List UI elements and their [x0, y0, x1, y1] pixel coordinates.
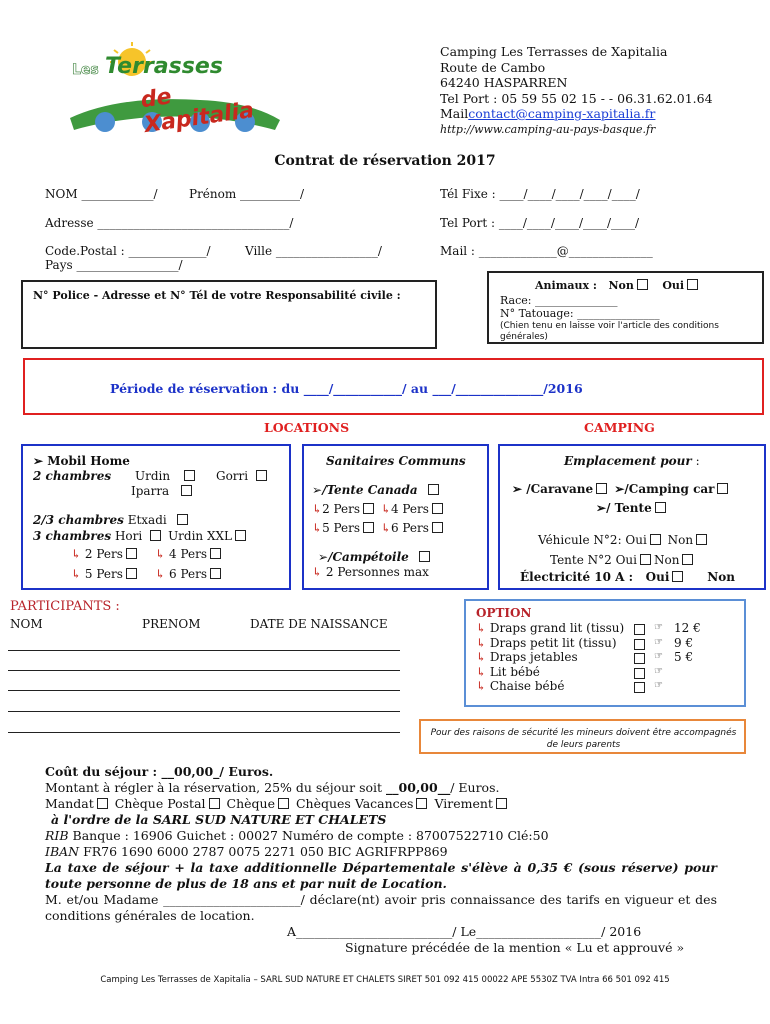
taxe-text: La taxe de séjour + la taxe additionnelle Départementale s'élève à 0,35 € (sous réserve) pour toute personne de plus de 18 ans et par nuit de Location. [45, 860, 717, 891]
mandat-label: Mandat [45, 796, 94, 811]
cheque-postal-label: Chèque Postal [114, 796, 206, 811]
electricite-non-label: Non [707, 570, 735, 584]
animals-race[interactable]: Race: _______________ [500, 294, 618, 307]
animals-non-checkbox[interactable] [637, 279, 648, 290]
sanitaires-title: Sanitaires Communs [326, 454, 466, 468]
hand-arrow-icon: ↳ [476, 635, 490, 650]
madame-text[interactable]: M. et/ou Madame ______________________/ déclare(nt) avoir pris connaissance des tarifs en vigueur et des conditions générales de location. [45, 892, 717, 923]
logo-terrasses: Terrasses [105, 54, 223, 79]
sanitaires-pers-row2 [312, 521, 446, 535]
participants-col-date: DATE DE NAISSANCE [250, 617, 388, 631]
page-title: Contrat de réservation 2017 [274, 153, 496, 169]
mobil-p6-checkbox[interactable] [210, 568, 221, 579]
montant-text: Montant à régler à la réservation, 25% du séjour soit [45, 780, 387, 795]
san-p2-label: 2 Pers [322, 502, 361, 516]
arrow-icon: ➢ [33, 454, 44, 468]
arrow-icon: ➢ [596, 501, 607, 515]
two-three-label: 2/3 chambres [33, 513, 124, 527]
option-item [476, 665, 731, 680]
mobil-p4-label: 4 Pers [169, 547, 208, 561]
electricite-label: Électricité 10 A : [520, 570, 634, 584]
animals-title: Animaux : [535, 279, 597, 292]
iban-label: IBAN [45, 844, 80, 859]
option-item [476, 621, 731, 636]
period-text: Période de réservation : du ____/___________/ au ___/______________/2016 [110, 381, 583, 396]
tente2-oui-checkbox[interactable] [640, 554, 651, 565]
field-mail[interactable]: Mail : _____________@______________ [440, 244, 653, 258]
field-prenom[interactable]: Prénom __________/ [189, 187, 305, 201]
logo-les: Les [72, 62, 99, 78]
mobil-home-title-row [33, 454, 130, 468]
hand-arrow-icon: ↳ [71, 567, 82, 581]
gorri-option [216, 469, 270, 483]
contact-phone: Tel Port : 05 59 55 02 15 - - 06.31.62.01.64 [440, 90, 713, 106]
hand-arrow-icon: ↳ [380, 502, 391, 516]
cout-line[interactable]: Coût du séjour : __00,00_/ Euros. [45, 764, 274, 779]
rib-label: RIB [45, 828, 69, 843]
hand-arrow-icon: ↳ [155, 547, 166, 561]
urdin-checkbox[interactable] [184, 470, 195, 481]
urdin-option [135, 469, 198, 483]
hand-arrow-icon: ↳ [476, 650, 490, 664]
option-title: OPTION [476, 606, 532, 620]
two-max-row [312, 565, 429, 579]
vehicule-non-checkbox[interactable] [696, 534, 707, 545]
mobil-p6-label: 6 Pers [169, 567, 208, 581]
cheques-vacances-label: Chèques Vacances [295, 796, 414, 811]
field-tel-port[interactable]: Tel Port : ____/____/____/____/____/ [440, 216, 640, 230]
hand-arrow-icon: ↳ [312, 521, 323, 535]
caravane-checkbox[interactable] [596, 483, 607, 494]
ordre-line: à l'ordre de la SARL SUD NATURE ET CHALETS [51, 812, 387, 827]
caravane-label: /Caravane [526, 482, 594, 496]
iparra-label: Iparra [131, 484, 170, 498]
virement-label: Virement [434, 796, 493, 811]
etxadi-label: Etxadi [127, 513, 167, 527]
footer: Camping Les Terrasses de Xapitalia – SARL SUD NATURE ET CHALETS SIRET 501 092 415 00022 APE 5530Z TVA Intra 66 501 092 415 [100, 975, 670, 985]
contact-city: 64240 HASPARREN [440, 75, 568, 90]
vehicule-row [538, 533, 710, 547]
animals-oui-checkbox[interactable] [687, 279, 698, 290]
three-chambres-row [33, 529, 249, 543]
animals-tatouage[interactable]: N° Tatouage: _______________ [500, 307, 660, 320]
tente-canada-label: /Tente Canada [322, 483, 418, 497]
option-list [476, 621, 731, 694]
option-item-checkbox[interactable] [634, 682, 645, 693]
emplacement-title-row [564, 454, 700, 468]
mandat-checkbox[interactable] [97, 798, 108, 809]
mobil-home-box [21, 444, 291, 590]
animals-oui-label: Oui [662, 279, 685, 292]
iban-line [45, 844, 717, 860]
mobil-home-title: Mobil Home [47, 454, 130, 468]
field-codepostal[interactable]: Code.Postal : _____________/ [45, 244, 211, 258]
pointing-hand-icon: ☞ [654, 665, 663, 677]
campetoile-label: /Campétoile [328, 550, 409, 564]
pointing-hand-icon: ☞ [654, 622, 663, 633]
sanitaires-pers-row1 [312, 502, 446, 516]
option-item [476, 636, 731, 651]
urdin-xxl-label: Urdin XXL [168, 529, 233, 543]
virement-checkbox[interactable] [496, 798, 507, 809]
cheque-label: Chèque [226, 796, 275, 811]
rib-value: Banque : 16906 Guichet : 00027 Numéro de compte : 87007522710 Clé:50 [68, 828, 549, 843]
field-ville[interactable]: Ville _________________/ [245, 244, 382, 258]
animals-box [487, 271, 764, 344]
campetoile-row [318, 550, 433, 564]
montant-value[interactable]: __00,00__ [386, 780, 451, 795]
animals-non-label: Non [608, 279, 634, 292]
signature-line: Signature précédée de la mention « Lu et approuvé » [345, 940, 685, 955]
logo [60, 40, 290, 145]
contact-mail-link[interactable]: contact@camping-xapitalia.fr [468, 106, 656, 121]
mobil-p2-checkbox[interactable] [126, 548, 137, 559]
san-p4-checkbox[interactable] [432, 503, 443, 514]
option-item-label: Draps petit lit (tissu) [489, 635, 617, 650]
arrow-icon: ➢ [614, 482, 625, 496]
tente-canada-checkbox[interactable] [428, 484, 439, 495]
field-tel-fixe[interactable]: Tél Fixe : ____/____/____/____/____/ [440, 187, 640, 201]
option-item-checkbox[interactable] [634, 653, 645, 664]
san-p5-checkbox[interactable] [363, 522, 374, 533]
two-chambres-row [33, 469, 111, 483]
emplacement-colon: : [695, 454, 700, 468]
hori-label: Hori [114, 529, 143, 543]
tente2-non-checkbox[interactable] [682, 554, 693, 565]
two-chambres-label: 2 chambres [33, 469, 112, 483]
animals-row [535, 279, 701, 292]
field-adresse[interactable]: Adresse ________________________________/ [45, 216, 294, 230]
emplacement-title: Emplacement pour [564, 454, 692, 468]
caravane-row [512, 482, 731, 496]
iparra-checkbox[interactable] [181, 485, 192, 496]
gorri-label: Gorri [216, 469, 249, 483]
mobil-p2-label: 2 Pers [84, 547, 123, 561]
option-item-price: 12 € [674, 621, 701, 635]
camping-car-label: /Camping car [624, 482, 715, 496]
three-chambres-label: 3 chambres [33, 529, 112, 543]
san-p6-checkbox[interactable] [432, 522, 443, 533]
two-max-label: 2 Personnes max [325, 565, 429, 579]
minors-note-box [419, 719, 746, 754]
option-item-checkbox[interactable] [634, 639, 645, 650]
sanitaires-box [302, 444, 489, 590]
etxadi-checkbox[interactable] [177, 514, 188, 525]
hand-arrow-icon: ↳ [312, 565, 323, 579]
electricite-row [520, 570, 735, 584]
tente-canada-row [312, 483, 442, 497]
option-item-price: 5 € [674, 650, 694, 664]
hand-arrow-icon: ↳ [71, 547, 82, 561]
contact-block [440, 44, 713, 137]
camping-heading: CAMPING [584, 420, 655, 435]
iparra-option [131, 484, 195, 498]
option-item-label: Draps jetables [489, 650, 578, 664]
tente2-row [550, 553, 696, 567]
contact-road: Route de Cambo [440, 59, 546, 75]
tente2-non-label: Non [654, 553, 680, 567]
cheques-vacances-checkbox[interactable] [416, 798, 427, 809]
option-item-label: Chaise bébé [489, 679, 565, 693]
hand-arrow-icon: ↳ [380, 521, 391, 535]
participant-line[interactable] [8, 650, 400, 651]
tente-row [596, 501, 669, 515]
arrow-icon: ➢ [312, 483, 323, 497]
participant-line[interactable] [8, 711, 400, 712]
mobil-pers-row1 [71, 547, 224, 561]
cheque-postal-checkbox[interactable] [209, 798, 220, 809]
field-pays[interactable]: Pays _________________/ [45, 258, 183, 272]
option-item-price: 9 € [674, 635, 694, 650]
gorri-checkbox[interactable] [256, 470, 267, 481]
contact-mail-row [440, 106, 713, 122]
vehicule-oui-checkbox[interactable] [650, 534, 661, 545]
police-label: N° Police - Adresse et N° Tél de votre Responsabilité civile : [33, 289, 401, 302]
participant-line[interactable] [8, 670, 400, 671]
pointing-hand-icon: ☞ [654, 680, 663, 691]
urdin-xxl-checkbox[interactable] [235, 530, 246, 541]
two-three-row [33, 513, 191, 527]
san-p5-label: 5 Pers [322, 521, 361, 535]
option-item [476, 679, 731, 694]
option-item-checkbox[interactable] [634, 668, 645, 679]
san-p6-label: 6 Pers [390, 521, 429, 535]
option-item [476, 650, 731, 665]
police-box[interactable] [21, 280, 437, 349]
tente-label: / Tente [606, 501, 652, 515]
mobil-p5-checkbox[interactable] [126, 568, 137, 579]
animals-note: (Chien tenu en laisse voir l'article des conditions générales) [500, 321, 719, 342]
arrow-icon: ➢ [512, 482, 523, 496]
vehicule-label: Véhicule N°2: Oui [538, 533, 647, 547]
hand-arrow-icon: ↳ [476, 679, 490, 693]
arrow-icon: ➢ [318, 550, 329, 564]
cheque-checkbox[interactable] [278, 798, 289, 809]
tente2-label: Tente N°2 Oui [550, 553, 637, 567]
san-p4-label: 4 Pers [390, 502, 429, 516]
period-box[interactable] [23, 358, 764, 415]
contact-web[interactable]: http://www.camping-au-pays-basque.fr [440, 122, 656, 136]
contact-mail-label: Mail [440, 106, 469, 121]
option-item-checkbox[interactable] [634, 624, 645, 635]
camping-car-checkbox[interactable] [717, 483, 728, 494]
option-box [464, 599, 746, 707]
urdin-label: Urdin [135, 469, 171, 483]
rib-line [45, 828, 717, 844]
minors-note: Pour des raisons de sécurité les mineurs doivent être accompagnés de leurs parents [430, 728, 737, 750]
payment-row [45, 796, 717, 812]
hand-arrow-icon: ↳ [476, 664, 490, 679]
iban-value: FR76 1690 6000 2787 0075 2271 050 BIC AGRIFRPP869 [79, 844, 448, 859]
mobil-pers-row2 [71, 567, 224, 581]
participants-col-nom: NOM [10, 617, 43, 631]
mobil-p4-checkbox[interactable] [210, 548, 221, 559]
field-nom[interactable]: NOM ____________/ [45, 187, 158, 201]
electricite-oui-label: Oui [645, 570, 670, 584]
san-p2-checkbox[interactable] [363, 503, 374, 514]
option-item-label: Lit bébé [489, 664, 540, 679]
contact-name: Camping Les Terrasses de Xapitalia [440, 44, 668, 59]
vehicule-non-label: Non [667, 533, 694, 547]
emplacement-box [498, 444, 766, 590]
hand-arrow-icon: ↳ [155, 567, 166, 581]
hand-arrow-icon: ↳ [476, 621, 490, 635]
cost-section [45, 764, 717, 956]
locations-heading: LOCATIONS [264, 420, 350, 435]
mobil-p5-label: 5 Pers [84, 567, 123, 581]
tente-checkbox[interactable] [655, 502, 666, 513]
lieu-line[interactable]: A_________________________/ Le____________________/ 2016 [287, 924, 642, 939]
montant-unit: / Euros. [450, 780, 500, 795]
hori-checkbox[interactable] [150, 530, 161, 541]
option-item-label: Draps grand lit (tissu) [489, 621, 625, 635]
participant-line[interactable] [8, 690, 400, 691]
pointing-hand-icon: ☞ [654, 636, 663, 648]
participants-col-prenom: PRENOM [142, 617, 201, 631]
pointing-hand-icon: ☞ [654, 651, 663, 662]
campetoile-checkbox[interactable] [419, 551, 430, 562]
participant-line[interactable] [8, 732, 400, 733]
hand-arrow-icon: ↳ [312, 502, 323, 516]
logo-de-xapitalia: de Xapitalia [139, 84, 256, 139]
electricite-oui-checkbox[interactable] [672, 571, 683, 582]
montant-line [45, 780, 717, 796]
participants-title: PARTICIPANTS : [10, 599, 120, 614]
